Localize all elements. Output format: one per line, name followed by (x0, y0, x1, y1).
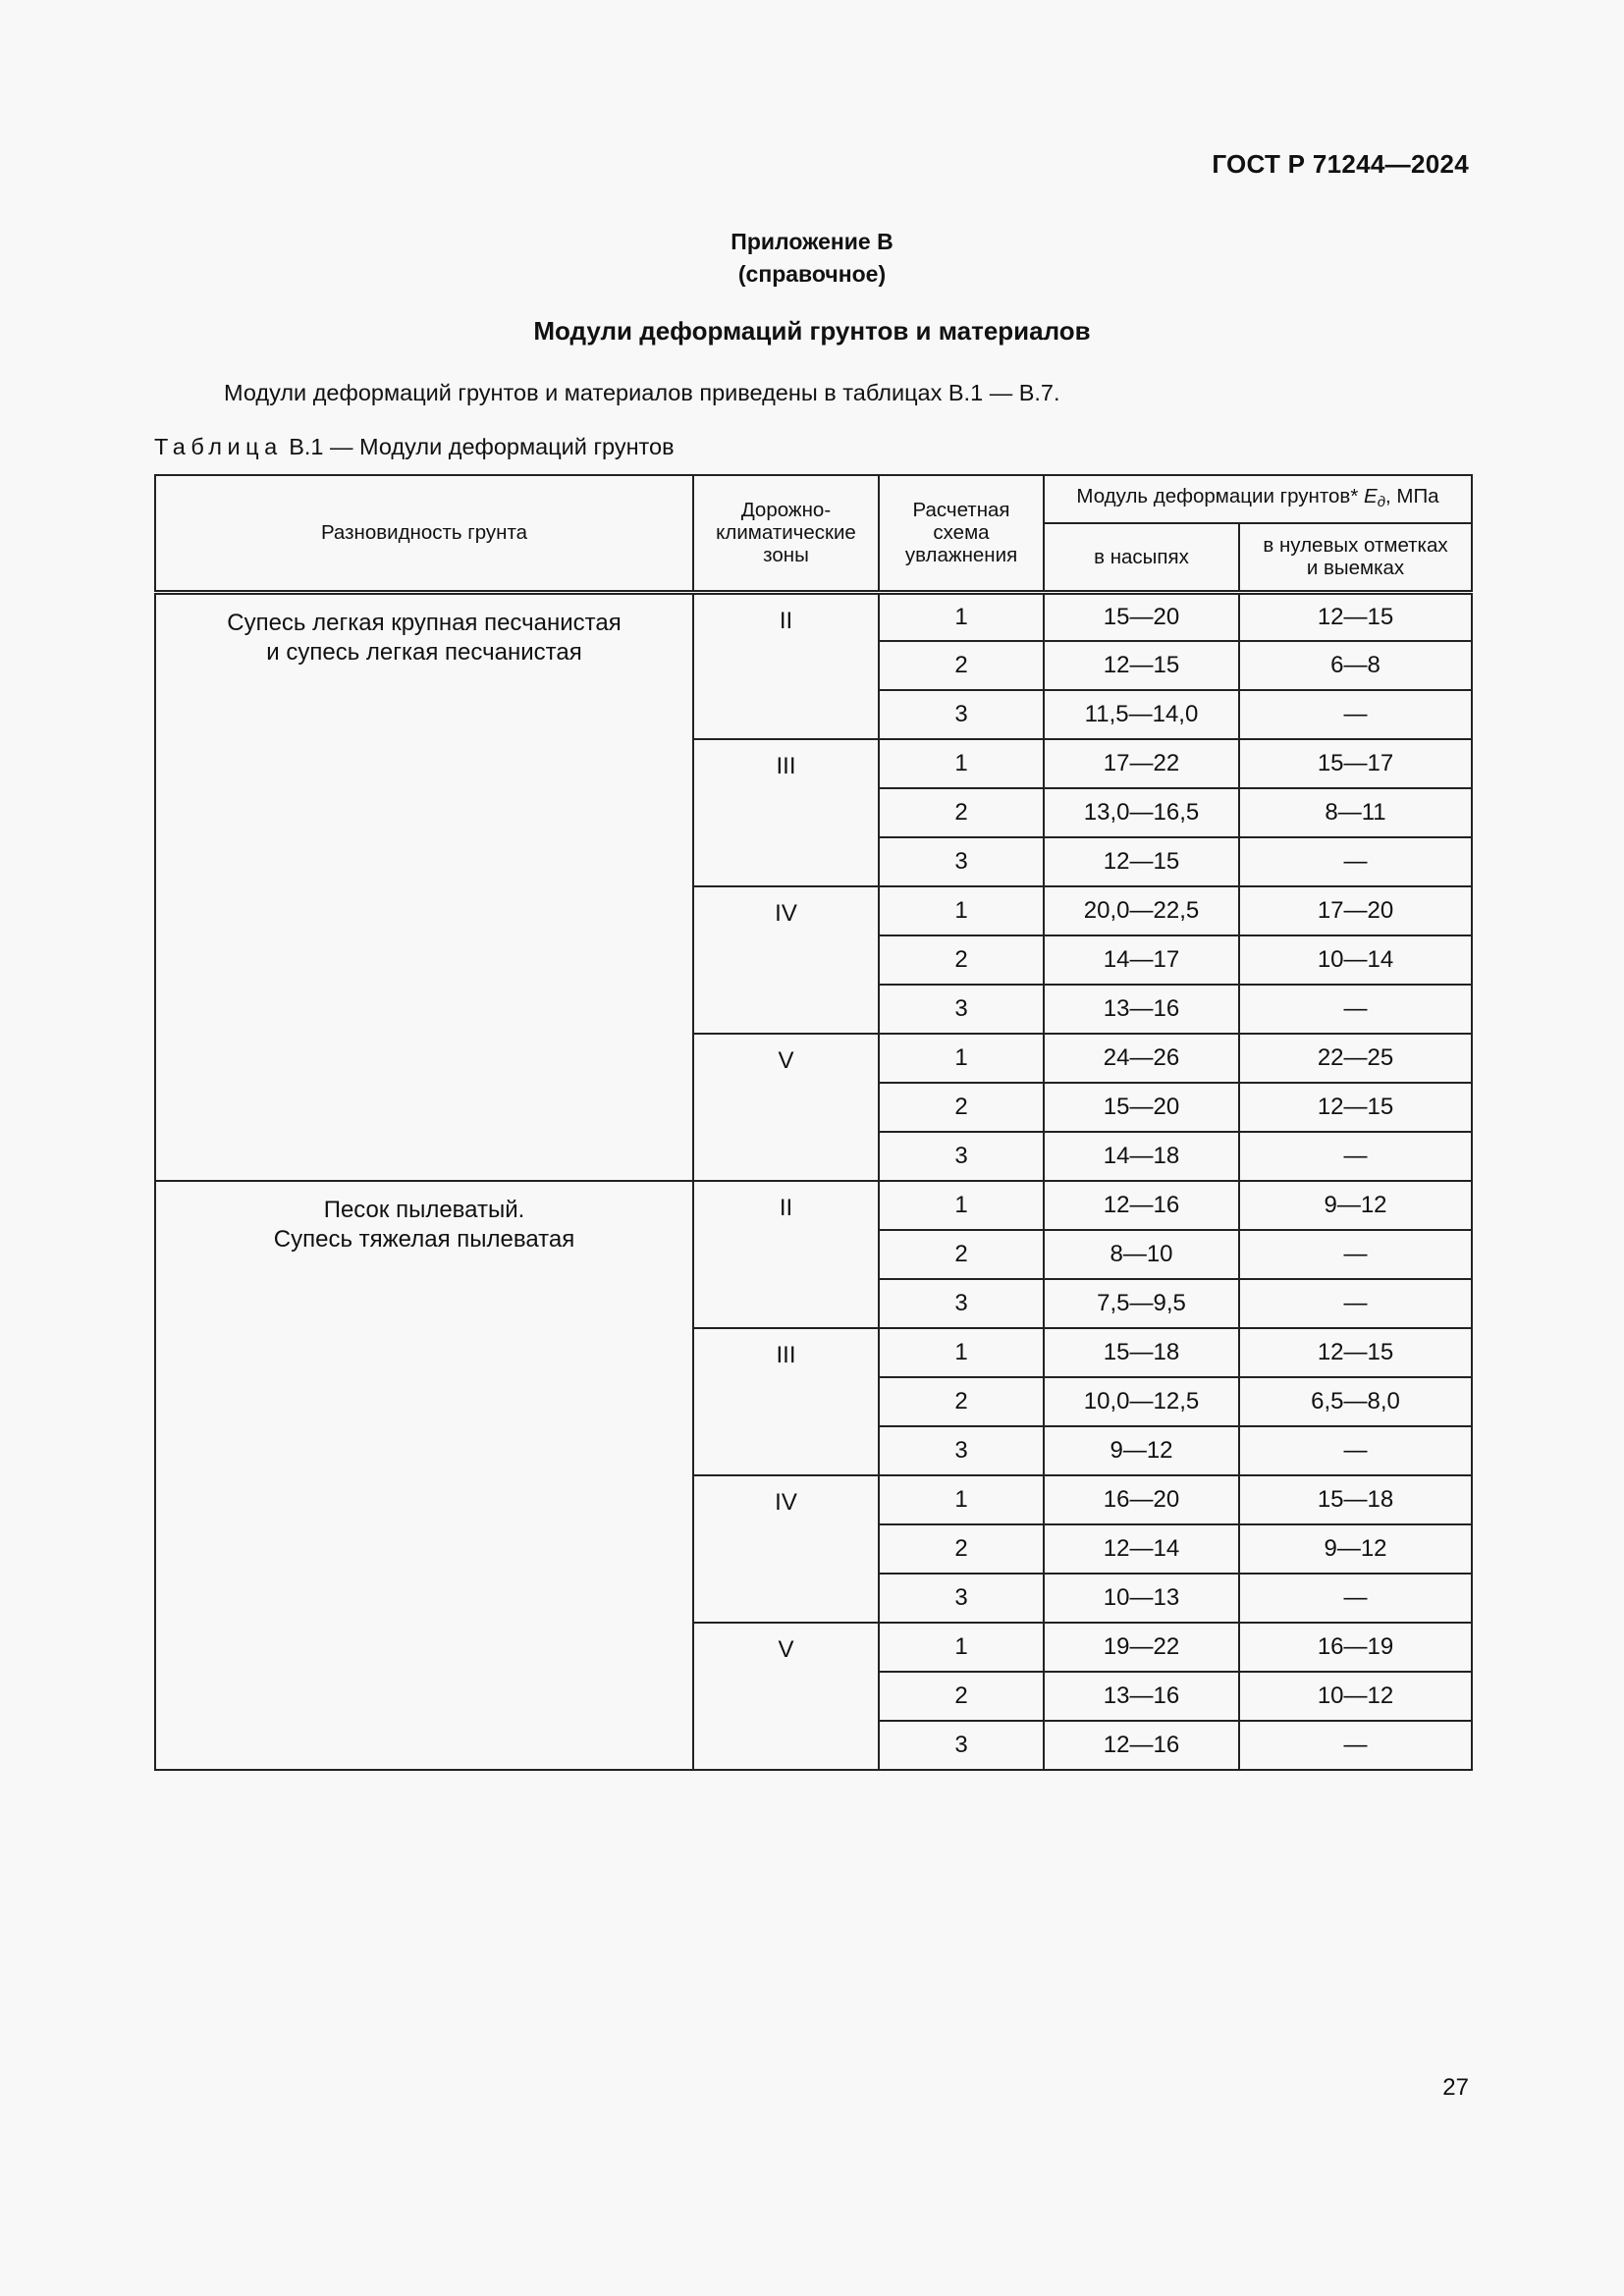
cut-modulus-cell: — (1239, 1230, 1472, 1279)
header-zones-line: климатические (716, 521, 856, 545)
cut-modulus-cell: — (1239, 985, 1472, 1034)
moisture-scheme-cell: 2 (879, 1230, 1044, 1279)
moisture-scheme-cell: 3 (879, 1574, 1044, 1623)
cut-modulus-cell: 9—12 (1239, 1181, 1472, 1230)
section-title: Модули деформаций грунтов и материалов (533, 316, 1091, 346)
cut-modulus-cell: — (1239, 1132, 1472, 1181)
fill-modulus-cell: 24—26 (1044, 1034, 1239, 1083)
soil-type-cell (155, 592, 693, 1181)
fill-modulus-cell: 9—12 (1044, 1426, 1239, 1475)
header-modulus-suffix: , МПа (1384, 485, 1439, 507)
header-zones-line: Дорожно- (740, 499, 832, 522)
moisture-scheme-cell: 1 (879, 1475, 1044, 1524)
climate-zone-cell: II (693, 1181, 879, 1328)
header-zones-line: зоны (763, 544, 809, 567)
climate-zone-cell: V (693, 1034, 879, 1181)
soil-type-line: Супесь тяжелая пылеватая (273, 1226, 575, 1253)
fill-modulus-cell: 14—18 (1044, 1132, 1239, 1181)
document-code: ГОСТ Р 71244—2024 (1212, 149, 1469, 179)
header-scheme-line: увлажнения (904, 544, 1018, 567)
moisture-scheme-cell: 2 (879, 1377, 1044, 1426)
fill-modulus-cell: 12—14 (1044, 1524, 1239, 1574)
cut-modulus-cell: 15—18 (1239, 1475, 1472, 1524)
moisture-scheme-cell: 1 (879, 592, 1044, 641)
cut-modulus-cell: — (1239, 837, 1472, 886)
moisture-scheme-cell: 1 (879, 1623, 1044, 1672)
fill-modulus-cell: 14—17 (1044, 935, 1239, 985)
cut-modulus-cell: — (1239, 1574, 1472, 1623)
cut-modulus-cell: 22—25 (1239, 1034, 1472, 1083)
fill-modulus-cell: 8—10 (1044, 1230, 1239, 1279)
fill-modulus-cell: 11,5—14,0 (1044, 690, 1239, 739)
header-modulus-subscript: д (1377, 494, 1385, 510)
moisture-scheme-cell: 2 (879, 935, 1044, 985)
table-caption-text: В.1 — Модули деформаций грунтов (289, 434, 675, 459)
fill-modulus-cell: 13—16 (1044, 985, 1239, 1034)
cut-modulus-cell: 12—15 (1239, 592, 1472, 641)
climate-zone-cell: V (693, 1623, 879, 1770)
header-cut-line: в нулевых отметках (1263, 534, 1448, 558)
header-modulus-symbol: E (1364, 485, 1378, 507)
page-number: 27 (1442, 2074, 1469, 2101)
moisture-scheme-cell: 3 (879, 1426, 1044, 1475)
moisture-scheme-cell: 3 (879, 1721, 1044, 1770)
fill-modulus-cell: 15—18 (1044, 1328, 1239, 1377)
fill-modulus-cell: 20,0—22,5 (1044, 886, 1239, 935)
header-scheme-line: Расчетная (912, 499, 1010, 522)
header-modulus-prefix: Модуль деформации грунтов* (1076, 485, 1364, 507)
climate-zone-cell: II (693, 592, 879, 739)
header-cut (1239, 523, 1472, 592)
soil-type-line: Песок пылеватый. (323, 1197, 525, 1223)
table-body (155, 592, 1472, 1770)
cut-modulus-cell: — (1239, 690, 1472, 739)
fill-modulus-cell: 7,5—9,5 (1044, 1279, 1239, 1328)
header-modulus (1044, 475, 1472, 523)
fill-modulus-cell: 15—20 (1044, 1083, 1239, 1132)
moisture-scheme-cell: 1 (879, 1328, 1044, 1377)
moisture-scheme-cell: 3 (879, 1279, 1044, 1328)
header-climate-zones (693, 475, 879, 592)
moisture-scheme-cell: 1 (879, 886, 1044, 935)
moisture-scheme-cell: 1 (879, 1034, 1044, 1083)
climate-zone-cell: IV (693, 1475, 879, 1623)
cut-modulus-cell: 12—15 (1239, 1083, 1472, 1132)
cut-modulus-cell: — (1239, 1426, 1472, 1475)
fill-modulus-cell: 13,0—16,5 (1044, 788, 1239, 837)
moisture-scheme-cell: 1 (879, 1181, 1044, 1230)
appendix-heading (0, 226, 1624, 291)
header-scheme-line: схема (933, 521, 990, 545)
cut-modulus-cell: 12—15 (1239, 1328, 1472, 1377)
header-soil-type: Разновидность грунта (155, 475, 693, 592)
moisture-scheme-cell: 3 (879, 985, 1044, 1034)
fill-modulus-cell: 15—20 (1044, 592, 1239, 641)
table-header (155, 475, 1472, 592)
fill-modulus-cell: 13—16 (1044, 1672, 1239, 1721)
moisture-scheme-cell: 2 (879, 641, 1044, 690)
cut-modulus-cell: 10—14 (1239, 935, 1472, 985)
soil-type-cell (155, 1181, 693, 1770)
climate-zone-cell: III (693, 739, 879, 886)
soil-modulus-table (154, 474, 1473, 1771)
appendix-subtitle: (справочное) (737, 261, 887, 287)
moisture-scheme-cell: 2 (879, 788, 1044, 837)
cut-modulus-cell: 17—20 (1239, 886, 1472, 935)
cut-modulus-cell: 9—12 (1239, 1524, 1472, 1574)
header-cut-line: и выемках (1306, 557, 1405, 580)
climate-zone-cell: IV (693, 886, 879, 1034)
fill-modulus-cell: 10—13 (1044, 1574, 1239, 1623)
cut-modulus-cell: 6,5—8,0 (1239, 1377, 1472, 1426)
moisture-scheme-cell: 2 (879, 1672, 1044, 1721)
table-caption (154, 434, 675, 460)
cut-modulus-cell: 16—19 (1239, 1623, 1472, 1672)
moisture-scheme-cell: 3 (879, 837, 1044, 886)
climate-zone-cell: III (693, 1328, 879, 1475)
fill-modulus-cell: 10,0—12,5 (1044, 1377, 1239, 1426)
cut-modulus-cell: 8—11 (1239, 788, 1472, 837)
fill-modulus-cell: 12—16 (1044, 1181, 1239, 1230)
header-moisture-scheme (879, 475, 1044, 592)
fill-modulus-cell: 12—15 (1044, 641, 1239, 690)
fill-modulus-cell: 17—22 (1044, 739, 1239, 788)
moisture-scheme-cell: 3 (879, 690, 1044, 739)
cut-modulus-cell: — (1239, 1279, 1472, 1328)
moisture-scheme-cell: 2 (879, 1083, 1044, 1132)
moisture-scheme-cell: 2 (879, 1524, 1044, 1574)
fill-modulus-cell: 19—22 (1044, 1623, 1239, 1672)
intro-paragraph: Модули деформаций грунтов и материалов приведены в таблицах В.1 — В.7. (224, 380, 1060, 405)
table-row (155, 592, 1472, 641)
cut-modulus-cell: — (1239, 1721, 1472, 1770)
cut-modulus-cell: 10—12 (1239, 1672, 1472, 1721)
appendix-title: Приложение В (731, 229, 893, 254)
fill-modulus-cell: 12—15 (1044, 837, 1239, 886)
moisture-scheme-cell: 1 (879, 739, 1044, 788)
cut-modulus-cell: 6—8 (1239, 641, 1472, 690)
table-row (155, 1181, 1472, 1230)
moisture-scheme-cell: 3 (879, 1132, 1044, 1181)
table-caption-prefix: Таблица (154, 434, 283, 459)
header-fill: в насыпях (1044, 523, 1239, 592)
fill-modulus-cell: 16—20 (1044, 1475, 1239, 1524)
soil-type-line: и супесь легкая песчанистая (266, 638, 582, 666)
soil-type-line: Супесь легкая крупная песчанистая (227, 609, 622, 636)
fill-modulus-cell: 12—16 (1044, 1721, 1239, 1770)
cut-modulus-cell: 15—17 (1239, 739, 1472, 788)
